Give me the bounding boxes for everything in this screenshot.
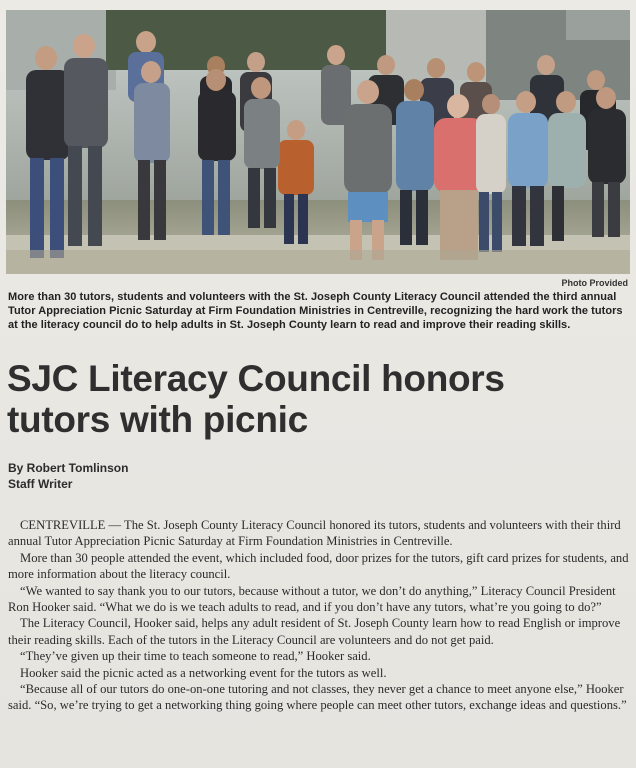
body-paragraph: More than 30 people attended the event, which included food, door prizes for the tutors, gift card prizes for students, and more information about the literacy council. [8, 550, 629, 582]
byline-role: Staff Writer [8, 477, 73, 491]
article-headline: SJC Literacy Council honors tutors with picnic [7, 358, 505, 440]
body-paragraph: Hooker said the picnic acted as a networking event for the tutors as well. [20, 665, 387, 680]
body-paragraph: CENTREVILLE — The St. Joseph County Literacy Council honored its tutors, students and volunteers with their third annual Tutor Appreciation Picnic Saturday at Firm Foundation Ministries in Centreville. [8, 518, 621, 549]
byline [8, 460, 128, 492]
byline-author: By Robert Tomlinson [8, 461, 129, 475]
photo-credit: Photo Provided [561, 278, 628, 288]
photo-caption: More than 30 tutors, students and volunteers with the St. Joseph County Literacy Council attended the third annual Tutor Appreciation Picnic Saturday at Firm Foundation Ministries in Centreville, recognizing the hard work the tutors at the literacy council do to help adults in St. Joseph County learn to read and improve their reading skills. [8, 291, 623, 331]
group-photo [6, 10, 630, 274]
article-body [8, 517, 632, 714]
body-paragraph: “We wanted to say thank you to our tutors, because without a tutor, we don’t do anything,” Literacy Council President Ron Hooker said. “What we do is we teach adults to read, and if you don’t have any tutors, what’re you going to do?” [8, 583, 616, 615]
body-paragraph: “Because all of our tutors do one-on-one tutoring and not classes, they never get a chance to meet anyone else,” Hooker said. “So, we’re trying to get a networking thing going where people can meet other tutors, exchange ideas and questions.” [8, 682, 627, 713]
body-paragraph: “They’ve given up their time to teach someone to read,” Hooker said. [20, 649, 371, 664]
body-paragraph: The Literacy Council, Hooker said, helps any adult resident of St. Joseph County learn how to read English or improve their reading skills. Each of the tutors in the Literacy Council are volunteers and do not get paid. [8, 616, 621, 647]
group-photo-icon [6, 10, 630, 274]
